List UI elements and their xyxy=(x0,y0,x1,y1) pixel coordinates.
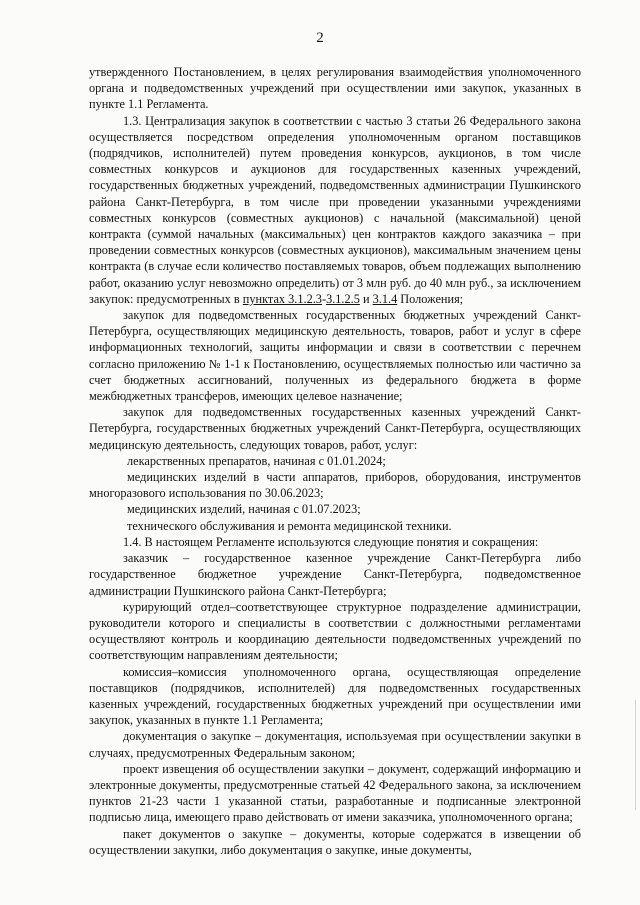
paragraph-1-4: 1.4. В настоящем Регламенте используются следующие понятия и сокращения: xyxy=(123,534,539,549)
definition-customer: заказчик – государственное казенное учреждение Санкт-Петербурга либо государственное бюджетное учреждение Санкт-Петербурга, подведомственное администрации Пушкинского района Санкт-Петербурга; xyxy=(89,551,581,598)
paragraph-1-3-tail-text: предусмотренных в xyxy=(136,291,243,306)
paragraph-continuation: утвержденного Постановлением, в целях регулирования взаимодействия уполномоченного органа и подведомственных учреждений при осуществлении ими закупок, указанных в пункте 1.1 Регламента. xyxy=(89,65,581,112)
scan-edge-line xyxy=(635,700,636,810)
link-item-3-1-2-5[interactable]: 3.1.2.5 xyxy=(326,291,360,306)
exception-it-procurement: закупок для подведомственных государственных бюджетных учреждений Санкт-Петербурга, осуществляющих медицинскую деятельность, товаров, работ и услуг в сфере информационных технологий, защиты информации и связи в соответствии с перечнем согласно приложению № 1-1 к Постановлению, осуществляемых полностью или частично за счет бюджетных ассигнований, полученных из федерального бюджета в форме межбюджетных трансферов, имеющих целевое назначение; xyxy=(89,308,581,404)
paragraph-1-3-end-text: Положения; xyxy=(397,291,464,306)
definition-document-package: пакет документов о закупке – документы, которые содержатся в извещении об осуществлении закупки, либо документация о закупке, иные документы, xyxy=(89,826,581,857)
document-body xyxy=(89,64,581,858)
definition-draft-notice: проект извещения об осуществлении закупки – документ, содержащий информацию и электронные документы, предусмотренные статьей 42 Федерального закона, за исключением пунктов 21-23 части 1 указанной статьи, разработанные и подписанные электронной подписью лица, имеющего право действовать от имени заказчика, уполномоченного органа; xyxy=(89,761,581,825)
link-item-3-1-4[interactable]: 3.1.4 xyxy=(372,291,398,306)
exception-medical-procurement: закупок для подведомственных государственных казенных учреждений Санкт-Петербурга, государственных бюджетных учреждений Санкт-Петербурга, осуществляющих медицинскую деятельность, следующих товаров, работ, услуг: xyxy=(89,405,581,452)
link-items-3-1-2-3[interactable]: пунктах 3.1.2.3 xyxy=(242,291,322,306)
definition-documentation: документация о закупке – документация, используемая при осуществлении закупки в случаях, предусмотренных Федеральным законом; xyxy=(89,729,581,760)
dash-text: - xyxy=(321,291,327,306)
paragraph-1-3-text: 1.3. Централизация закупок в соответствии с частью 3 статьи 26 Федерального закона осуществляется посредством определения уполномоченным органом поставщиков (подрядчиков, исполнителей) путем проведения конкурсов, аукционов, в том числе совместных конкурсов и аукционов для государственных казенных учреждений, государственных бюджетных учреждений, подведомственных администрации Пушкинского района Санкт-Петербурга, в том числе при проведении указанными учреждениями совместных конкурсов (совместных аукционов) с начальной (максимальной) ценой контракта (суммой начальных (максимальных) цен контрактов каждого заказчика – при проведении совместных конкурсов (совместных аукционов), максимальным значением цены контракта (в случае если количество поставляемых товаров, объем подлежащих выполнению работ, оказанию услуг невозможно определить) от 3 млн руб. до 40 млн руб., за исключением закупок: xyxy=(89,113,581,306)
conjunction-text: и xyxy=(359,291,373,306)
paragraph-1-3 xyxy=(89,113,581,307)
page-number: 2 xyxy=(316,30,324,46)
list-item-drugs: лекарственных препаратов, начиная с 01.01.2024; xyxy=(127,453,386,468)
list-item-maintenance: технического обслуживания и ремонта медицинской техники. xyxy=(127,518,452,533)
list-item-medical-devices: медицинских изделий, начиная с 01.07.2023; xyxy=(127,502,361,517)
list-item-medical-devices-reusable: медицинских изделий в части аппаратов, приборов, оборудования, инструментов многоразового использования по 30.06.2023; xyxy=(89,470,581,501)
definition-commission: комиссия–комиссия уполномоченного органа, осуществляющая определение поставщиков (подрядчиков, исполнителей) для подведомственных государственных казенных учреждений, государственных бюджетных учреждений при осуществлении ими закупок, указанных в пункте 1.1 Регламента; xyxy=(89,664,581,728)
definition-supervising-department: курирующий отдел–соответствующее структурное подразделение администрации, руководители которого и специалисты в соответствии с должностными регламентами осуществляют контроль и координацию деятельности подведомственных учреждений по соответствующим направлениям деятельности; xyxy=(89,599,581,663)
